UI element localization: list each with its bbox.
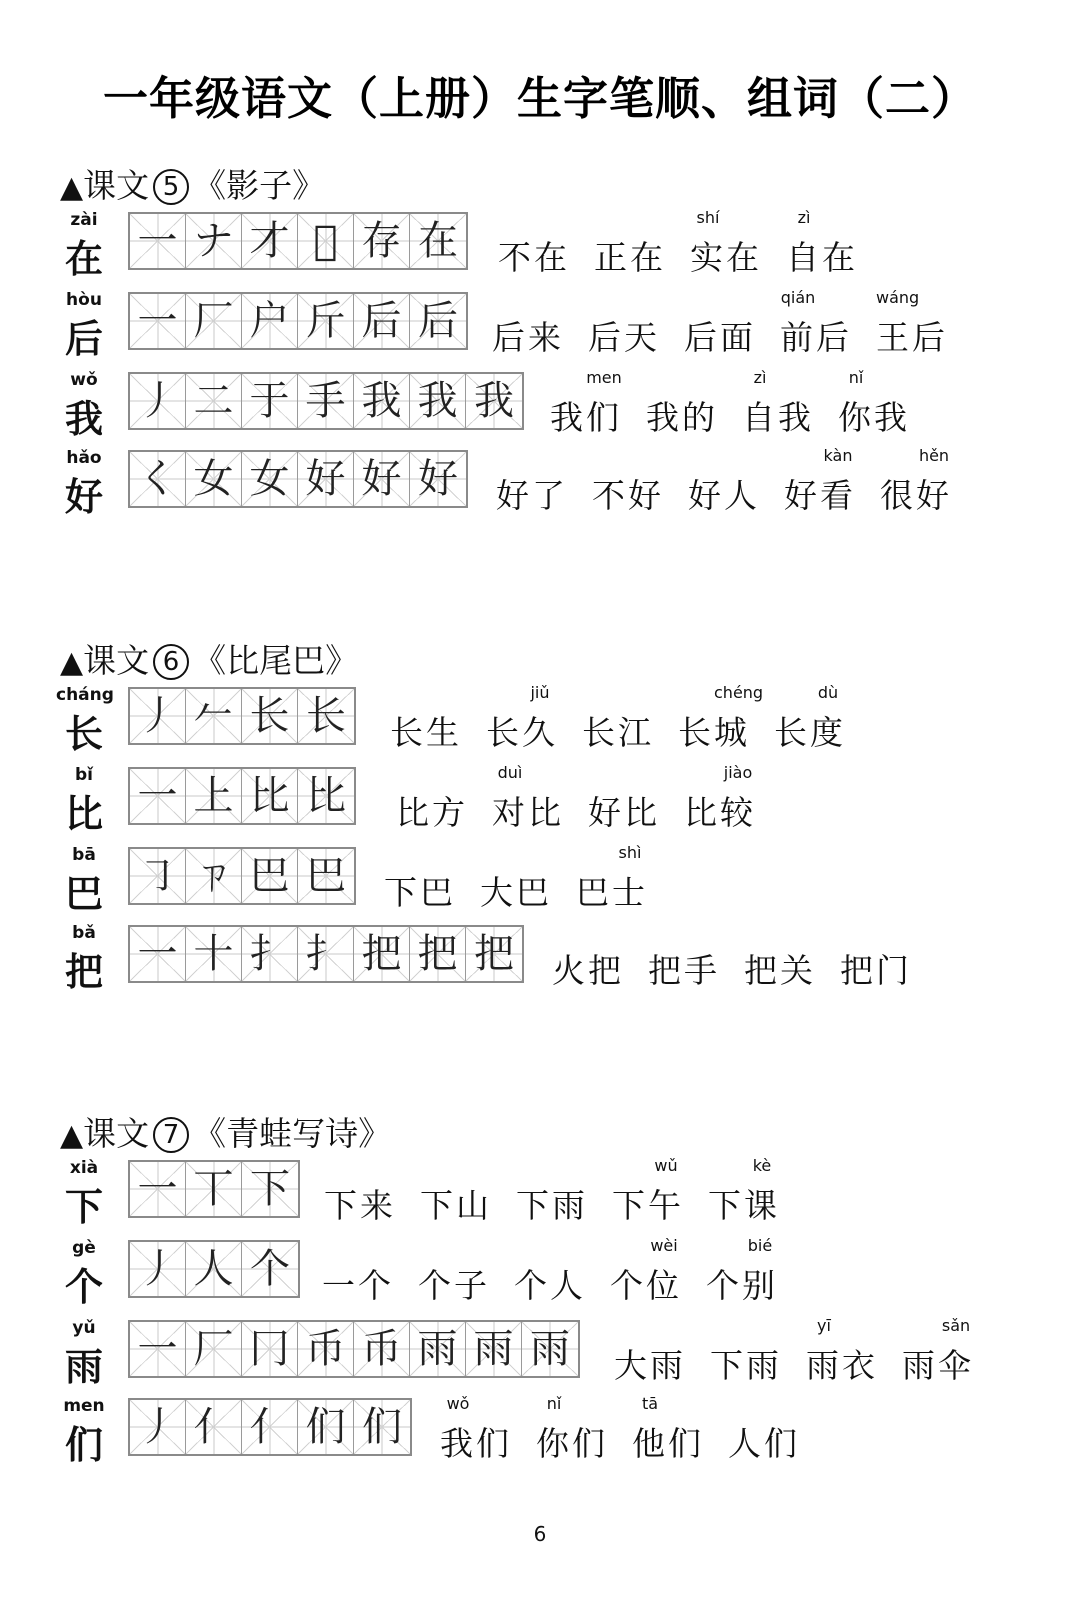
word-item bbox=[588, 288, 660, 359]
word-list bbox=[322, 1236, 802, 1316]
character-row bbox=[0, 921, 1080, 1001]
word-text: 好了 bbox=[496, 476, 568, 515]
stroke-cell: 比 bbox=[298, 769, 354, 823]
word-pinyin-annotation: qián bbox=[780, 288, 816, 307]
stroke-order-grid bbox=[128, 1240, 300, 1298]
stroke-cell: 把 bbox=[466, 927, 522, 981]
word-text: 前后 bbox=[780, 318, 852, 357]
stroke-cell: 𠂉 bbox=[186, 689, 242, 743]
character-pinyin: bǎ bbox=[72, 923, 96, 943]
word-text: 个子 bbox=[418, 1266, 490, 1305]
word-list bbox=[492, 288, 972, 368]
stroke-cell: 在 bbox=[410, 214, 466, 268]
word-list bbox=[324, 1156, 804, 1236]
word-item bbox=[550, 368, 622, 439]
word-item bbox=[516, 1156, 588, 1227]
character: 巴 bbox=[64, 872, 103, 916]
character: 雨 bbox=[64, 1345, 103, 1389]
word-item bbox=[774, 683, 846, 754]
word-text: 下山 bbox=[420, 1186, 492, 1225]
word-pinyin-annotation: nǐ bbox=[848, 368, 864, 387]
word-item bbox=[492, 288, 564, 359]
word-pinyin-annotation: zì bbox=[753, 368, 767, 387]
word-text: 把门 bbox=[840, 951, 912, 990]
word-item bbox=[728, 1394, 800, 1465]
word-item bbox=[902, 1316, 974, 1387]
lesson-number: 6 bbox=[153, 644, 189, 680]
word-item bbox=[384, 843, 456, 914]
stroke-order-grid bbox=[128, 372, 524, 430]
word-item bbox=[610, 1236, 682, 1307]
character-row bbox=[0, 288, 1080, 368]
stroke-cell: 手 bbox=[298, 374, 354, 428]
stroke-cell: 丿 bbox=[130, 689, 186, 743]
word-list bbox=[552, 921, 936, 1001]
stroke-cell: 一 bbox=[130, 1162, 186, 1216]
word-item bbox=[420, 1156, 492, 1227]
word-list bbox=[498, 208, 882, 288]
word-text: 王后 bbox=[876, 318, 948, 357]
word-text: 我的 bbox=[646, 398, 718, 437]
word-item bbox=[806, 1316, 878, 1387]
lesson-section bbox=[0, 1108, 1080, 1548]
word-text: 个人 bbox=[514, 1266, 586, 1305]
stroke-cell: 比 bbox=[242, 769, 298, 823]
word-item bbox=[390, 683, 462, 754]
stroke-cell: 们 bbox=[298, 1400, 354, 1454]
word-item bbox=[744, 921, 816, 992]
stroke-order-grid bbox=[128, 767, 356, 825]
stroke-order-grid bbox=[128, 925, 524, 983]
word-text: 把手 bbox=[648, 951, 720, 990]
word-pinyin-annotation: men bbox=[586, 368, 622, 387]
stroke-cell: 好 bbox=[410, 452, 466, 506]
stroke-cell: 一 bbox=[130, 927, 186, 981]
word-item bbox=[648, 921, 720, 992]
word-item bbox=[646, 368, 718, 439]
word-item bbox=[742, 368, 814, 439]
word-item bbox=[496, 446, 568, 517]
stroke-cell: 币 bbox=[298, 1322, 354, 1376]
character-pinyin: xià bbox=[69, 1158, 99, 1178]
word-item bbox=[612, 1156, 684, 1227]
stroke-order-grid bbox=[128, 1398, 412, 1456]
word-text: 实在 bbox=[690, 238, 762, 277]
word-item bbox=[588, 763, 660, 834]
word-pinyin-annotation: wǒ bbox=[446, 1394, 470, 1413]
stroke-cell: ㇆ bbox=[130, 849, 186, 903]
word-item bbox=[632, 1394, 704, 1465]
word-item bbox=[690, 208, 762, 279]
character-row bbox=[0, 1394, 1080, 1474]
stroke-cell: 丿 bbox=[130, 1242, 186, 1296]
word-item bbox=[514, 1236, 586, 1307]
word-text: 自我 bbox=[742, 398, 814, 437]
character-pinyin: bā bbox=[72, 845, 96, 865]
character-pinyin: hǎo bbox=[66, 448, 102, 468]
stroke-cell: 于 bbox=[242, 374, 298, 428]
word-text: 巴士 bbox=[576, 873, 648, 912]
character-pinyin: zài bbox=[70, 210, 98, 230]
word-item bbox=[614, 1316, 686, 1387]
character-pinyin: cháng bbox=[56, 685, 114, 705]
word-item bbox=[498, 208, 570, 279]
stroke-order-grid bbox=[128, 1320, 580, 1378]
page-number: 6 bbox=[533, 1522, 547, 1546]
stroke-cell: 一 bbox=[130, 294, 186, 348]
word-text: 大雨 bbox=[614, 1346, 686, 1385]
word-text: 下雨 bbox=[710, 1346, 782, 1385]
stroke-cell: 我 bbox=[410, 374, 466, 428]
word-list bbox=[496, 446, 976, 526]
stroke-cell: 后 bbox=[354, 294, 410, 348]
stroke-cell: 扌 bbox=[298, 927, 354, 981]
stroke-cell: 十 bbox=[186, 927, 242, 981]
lesson-marker: ▲ bbox=[60, 645, 84, 680]
lesson-label: 课文 bbox=[83, 166, 150, 205]
word-item bbox=[786, 208, 858, 279]
stroke-cell: 雨 bbox=[466, 1322, 522, 1376]
word-pinyin-annotation: shì bbox=[618, 843, 642, 862]
word-pinyin-annotation: nǐ bbox=[546, 1394, 562, 1413]
word-text: 不好 bbox=[592, 476, 664, 515]
word-item bbox=[708, 1156, 780, 1227]
stroke-cell: 冂 bbox=[242, 1322, 298, 1376]
word-item bbox=[552, 921, 624, 992]
word-text: 下雨 bbox=[516, 1186, 588, 1225]
lesson-name: 《青蛙写诗》 bbox=[193, 1114, 392, 1153]
word-text: 我们 bbox=[440, 1424, 512, 1463]
character-row bbox=[0, 843, 1080, 923]
stroke-cell: 厂 bbox=[186, 1322, 242, 1376]
stroke-cell: 二 bbox=[186, 374, 242, 428]
word-text: 雨衣 bbox=[806, 1346, 878, 1385]
stroke-cell: 下 bbox=[242, 1162, 298, 1216]
lesson-label: 课文 bbox=[83, 1114, 150, 1153]
word-item bbox=[710, 1316, 782, 1387]
word-item bbox=[840, 921, 912, 992]
word-text: 比较 bbox=[684, 793, 756, 832]
character-row bbox=[0, 1156, 1080, 1236]
character-row bbox=[0, 368, 1080, 448]
stroke-cell: 好 bbox=[354, 452, 410, 506]
stroke-cell: 丿 bbox=[130, 1400, 186, 1454]
word-list bbox=[614, 1316, 998, 1396]
word-text: 个位 bbox=[610, 1266, 682, 1305]
word-list bbox=[390, 683, 870, 763]
stroke-cell: 丿 bbox=[130, 374, 186, 428]
lesson-heading bbox=[60, 1108, 391, 1155]
stroke-cell: 后 bbox=[410, 294, 466, 348]
stroke-cell: 才 bbox=[242, 214, 298, 268]
stroke-order-grid bbox=[128, 687, 356, 745]
stroke-cell: ナ bbox=[186, 214, 242, 268]
stroke-cell: 币 bbox=[354, 1322, 410, 1376]
word-text: 后面 bbox=[684, 318, 756, 357]
word-text: 下巴 bbox=[384, 873, 456, 912]
character-row bbox=[0, 208, 1080, 288]
stroke-cell: 女 bbox=[186, 452, 242, 506]
character-pinyin: men bbox=[63, 1396, 105, 1416]
word-pinyin-annotation: jiǔ bbox=[530, 683, 550, 702]
word-text: 下来 bbox=[324, 1186, 396, 1225]
word-pinyin-annotation: jiào bbox=[723, 763, 753, 782]
word-item bbox=[684, 288, 756, 359]
word-pinyin-annotation: kàn bbox=[823, 446, 853, 465]
word-text: 长江 bbox=[582, 713, 654, 752]
word-pinyin-annotation: tā bbox=[641, 1394, 659, 1413]
word-text: 后来 bbox=[492, 318, 564, 357]
word-text: 下课 bbox=[708, 1186, 780, 1225]
lesson-marker: ▲ bbox=[60, 1118, 84, 1153]
word-pinyin-annotation: wǔ bbox=[654, 1156, 678, 1175]
character-pinyin: bǐ bbox=[75, 765, 93, 785]
word-text: 正在 bbox=[594, 238, 666, 277]
stroke-cell: 巴 bbox=[298, 849, 354, 903]
character-pinyin: wǒ bbox=[70, 370, 98, 390]
word-text: 一个 bbox=[322, 1266, 394, 1305]
stroke-cell: 一 bbox=[130, 214, 186, 268]
stroke-order-grid bbox=[128, 212, 468, 270]
word-item bbox=[480, 843, 552, 914]
stroke-cell: 一 bbox=[130, 769, 186, 823]
word-list bbox=[396, 763, 780, 843]
word-pinyin-annotation: duì bbox=[497, 763, 523, 782]
word-list bbox=[384, 843, 672, 923]
word-text: 你们 bbox=[536, 1424, 608, 1463]
stroke-cell: 斤 bbox=[298, 294, 354, 348]
word-text: 大巴 bbox=[480, 873, 552, 912]
character: 个 bbox=[64, 1265, 103, 1309]
stroke-cell: く bbox=[130, 452, 186, 506]
word-item bbox=[880, 446, 952, 517]
word-item bbox=[576, 843, 648, 914]
word-item bbox=[594, 208, 666, 279]
lesson-heading bbox=[60, 160, 325, 207]
word-item bbox=[678, 683, 764, 754]
stroke-order-grid bbox=[128, 450, 468, 508]
word-item bbox=[706, 1236, 778, 1307]
word-pinyin-annotation: yī bbox=[817, 1316, 831, 1335]
word-text: 人们 bbox=[728, 1424, 800, 1463]
lesson-number: 5 bbox=[153, 169, 189, 205]
word-text: 后天 bbox=[588, 318, 660, 357]
stroke-cell: 好 bbox=[298, 452, 354, 506]
word-list bbox=[550, 368, 934, 448]
word-item bbox=[418, 1236, 490, 1307]
word-item bbox=[582, 683, 654, 754]
word-text: 雨伞 bbox=[902, 1346, 974, 1385]
stroke-cell: 户 bbox=[242, 294, 298, 348]
word-text: 长城 bbox=[678, 713, 750, 752]
stroke-cell: 们 bbox=[354, 1400, 410, 1454]
word-text: 下午 bbox=[612, 1186, 684, 1225]
word-pinyin-annotation: shí bbox=[696, 208, 720, 227]
word-item bbox=[688, 446, 760, 517]
word-text: 把关 bbox=[744, 951, 816, 990]
lesson-marker: ▲ bbox=[60, 170, 84, 205]
character: 下 bbox=[64, 1185, 103, 1229]
character: 们 bbox=[64, 1423, 103, 1467]
stroke-cell: ㄗ bbox=[186, 849, 242, 903]
word-text: 好比 bbox=[588, 793, 660, 832]
lesson-name: 《比尾巴》 bbox=[193, 641, 359, 680]
character: 我 bbox=[64, 397, 103, 441]
character-row bbox=[0, 446, 1080, 526]
stroke-cell: 亻 bbox=[186, 1400, 242, 1454]
word-item bbox=[780, 288, 852, 359]
word-text: 你我 bbox=[838, 398, 910, 437]
word-item bbox=[322, 1236, 394, 1307]
word-pinyin-annotation: wèi bbox=[650, 1236, 678, 1255]
stroke-cell: 人 bbox=[186, 1242, 242, 1296]
stroke-cell: 雨 bbox=[410, 1322, 466, 1376]
stroke-cell: 我 bbox=[354, 374, 410, 428]
stroke-cell: 长 bbox=[242, 689, 298, 743]
character: 长 bbox=[64, 712, 103, 756]
character: 比 bbox=[64, 792, 103, 836]
word-pinyin-annotation: dù bbox=[817, 683, 839, 702]
stroke-cell: 女 bbox=[242, 452, 298, 506]
word-pinyin-annotation: hěn bbox=[918, 446, 950, 465]
stroke-cell: 存 bbox=[354, 214, 410, 268]
word-item bbox=[536, 1394, 608, 1465]
word-text: 个别 bbox=[706, 1266, 778, 1305]
stroke-cell: 巴 bbox=[242, 849, 298, 903]
stroke-cell: 厂 bbox=[186, 294, 242, 348]
word-pinyin-annotation: chéng bbox=[714, 683, 764, 702]
word-pinyin-annotation: wáng bbox=[876, 288, 920, 307]
word-text: 对比 bbox=[492, 793, 564, 832]
word-item bbox=[592, 446, 664, 517]
stroke-order-grid bbox=[128, 847, 356, 905]
word-item bbox=[440, 1394, 512, 1465]
word-text: 好人 bbox=[688, 476, 760, 515]
word-text: 我们 bbox=[550, 398, 622, 437]
stroke-cell: 把 bbox=[354, 927, 410, 981]
word-text: 很好 bbox=[880, 476, 952, 515]
stroke-cell: 𡉈 bbox=[298, 214, 354, 268]
stroke-cell: 长 bbox=[298, 689, 354, 743]
word-item bbox=[396, 763, 468, 834]
word-item bbox=[324, 1156, 396, 1227]
stroke-cell: 亻 bbox=[242, 1400, 298, 1454]
lesson-name: 《影子》 bbox=[193, 166, 326, 205]
character-row bbox=[0, 683, 1080, 763]
stroke-cell: 扌 bbox=[242, 927, 298, 981]
stroke-cell: 一 bbox=[130, 1322, 186, 1376]
word-text: 长生 bbox=[390, 713, 462, 752]
word-text: 自在 bbox=[786, 238, 858, 277]
lesson-section bbox=[0, 635, 1080, 1075]
stroke-cell: 上 bbox=[186, 769, 242, 823]
lesson-number: 7 bbox=[153, 1117, 189, 1153]
character-row bbox=[0, 1236, 1080, 1316]
word-pinyin-annotation: bié bbox=[747, 1236, 773, 1255]
character: 把 bbox=[64, 950, 103, 994]
word-item bbox=[784, 446, 856, 517]
stroke-cell: 雨 bbox=[522, 1322, 578, 1376]
word-pinyin-annotation: sǎn bbox=[941, 1316, 971, 1335]
lesson-label: 课文 bbox=[83, 641, 150, 680]
character-pinyin: gè bbox=[72, 1238, 96, 1258]
character: 好 bbox=[64, 475, 103, 519]
lesson-section bbox=[0, 160, 1080, 600]
word-text: 比方 bbox=[396, 793, 468, 832]
word-text: 不在 bbox=[498, 238, 570, 277]
word-item bbox=[486, 683, 558, 754]
word-pinyin-annotation: zì bbox=[797, 208, 811, 227]
character-pinyin: yǔ bbox=[72, 1318, 96, 1338]
lesson-heading bbox=[60, 635, 358, 682]
word-item bbox=[876, 288, 948, 359]
stroke-order-grid bbox=[128, 292, 468, 350]
page-title: 一年级语文（上册）生字笔顺、组词（二） bbox=[102, 72, 977, 125]
character-row bbox=[0, 763, 1080, 843]
word-text: 长久 bbox=[486, 713, 558, 752]
stroke-order-grid bbox=[128, 1160, 300, 1218]
word-item bbox=[838, 368, 910, 439]
character: 后 bbox=[64, 317, 103, 361]
word-text: 长度 bbox=[774, 713, 846, 752]
character-row bbox=[0, 1316, 1080, 1396]
word-pinyin-annotation: kè bbox=[752, 1156, 772, 1175]
word-item bbox=[492, 763, 564, 834]
word-text: 好看 bbox=[784, 476, 856, 515]
stroke-cell: 我 bbox=[466, 374, 522, 428]
word-text: 火把 bbox=[552, 951, 624, 990]
stroke-cell: 把 bbox=[410, 927, 466, 981]
character: 在 bbox=[64, 237, 103, 281]
word-list bbox=[440, 1394, 824, 1474]
stroke-cell: 丅 bbox=[186, 1162, 242, 1216]
word-item bbox=[684, 763, 756, 834]
word-text: 他们 bbox=[632, 1424, 704, 1463]
stroke-cell: 个 bbox=[242, 1242, 298, 1296]
character-pinyin: hòu bbox=[66, 290, 102, 310]
